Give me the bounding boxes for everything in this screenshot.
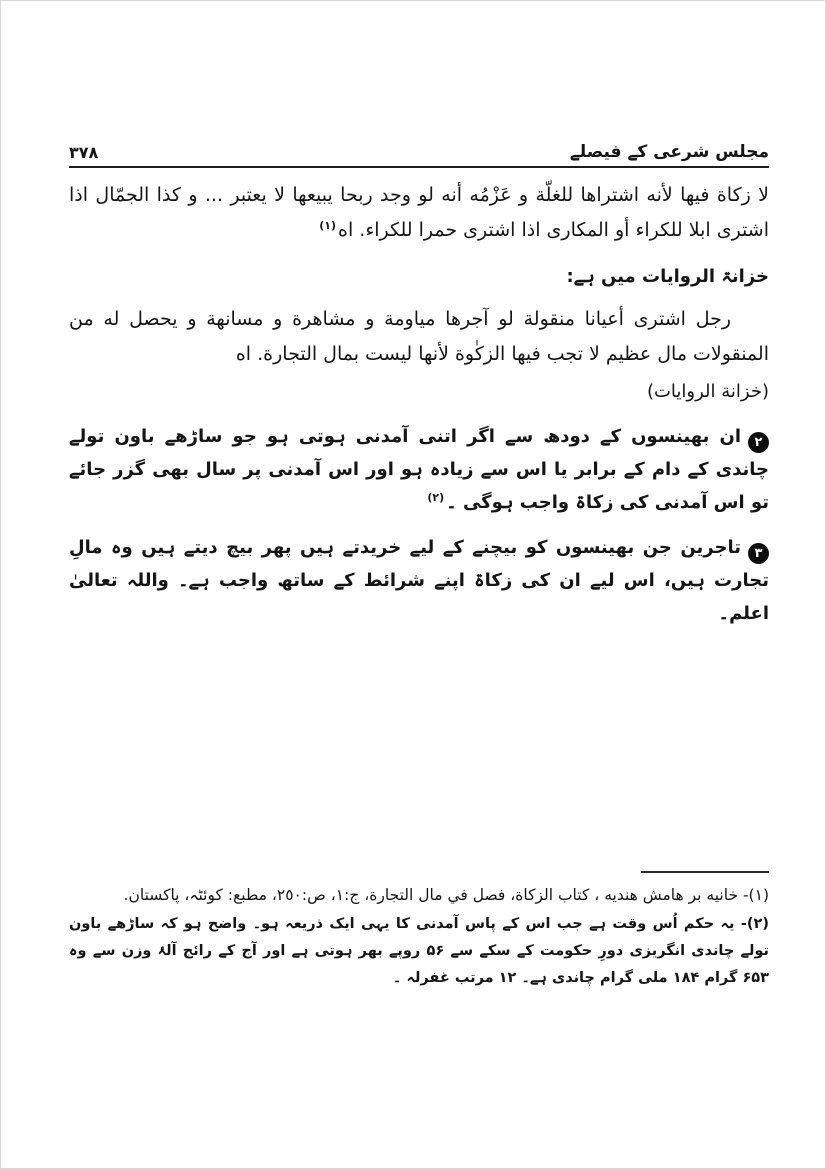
point-2-text: ان بھینسوں کے دودھ سے اگر اتنی آمدنی ہوتی ہو جو ساڑھے باون تولے چاندی کے دام کے برابر یا اس سے زیادہ ہو اور اس آمدنی پر سال بھی گزر جائے تو اس آمدنی کی زکاۃ واجب ہوگی ۔ — [69, 426, 769, 513]
urdu-heading: خزانۃ الروایات میں ہے: — [566, 266, 769, 287]
page-number: ۳۷۸ — [69, 143, 99, 162]
point-3-number-badge: ۳ — [748, 543, 769, 564]
arabic-quote-1-text: لا زكاة فيها لأنه اشتراها للغلّة و عَزْمُه أنه لو وجد ربحا يبيعها لا يعتبر ... و كذا الجمّال اذا اشترى ابلا للكراء أو المكارى اذا اشترى حمرا للكراء. اه — [69, 184, 769, 241]
arabic-quote-1 — [69, 178, 769, 248]
footnote-2-text: یہ حکم اُس وقت ہے جب اس کے پاس آمدنی کا یہی ایک ذریعہ ہو۔ واضح ہو کہ ساڑھے باون تولے چاندی انگریزی دورِ حکومت کے سکے سے ۵۶ روپے بھر ہوتی ہے اور آج کے رائج آلۂ وزن سے وہ ۶۵۳ گرام ۱۸۴ ملی گرام چاندی ہے۔ ۱۲ مرتب غفرلہ ۔ — [69, 916, 769, 986]
point-3-text: تاجرین جن بھینسوں کو بیچنے کے لیے خریدتے ہیں پھر بیچ دیتے ہیں وہ مالِ تجارت ہیں، اس لیے ان کی زکاۃ اپنے شرائط کے ساتھ واجب ہے۔ واللہ تعالیٰ اعلم۔ — [69, 537, 769, 624]
footnote-separator — [641, 871, 769, 873]
footnote-2-marker: (۲)- — [740, 916, 769, 932]
point-2-number-badge: ۲ — [748, 432, 769, 453]
footnote-2 — [69, 911, 769, 992]
quote-source: (خزانة الروايات) — [646, 381, 769, 402]
footnote-ref-1: (۱) — [319, 218, 336, 232]
footnote-1-text: خانيه بر هامش هنديه ، كتاب الزكاة، فصل في مال التجارة، ج:١، ص:٢٥٠، مطبع: كوئٹہ، پاکستان. — [123, 886, 739, 904]
page-header — [69, 141, 769, 168]
footnote-1-marker: (١)- — [742, 886, 769, 904]
footnote-ref-2: (۲) — [427, 491, 445, 504]
page-title: مجلس شرعی کے فیصلے — [569, 142, 769, 162]
footnote-1 — [69, 882, 769, 908]
numbered-point-2 — [69, 420, 769, 519]
numbered-point-3 — [69, 531, 769, 630]
arabic-quote-2: رجل اشترى أعيانا منقولة لو آجرها مياومة و مشاهرة و مسانهة و يحصل له من المنقولات مال عظيم لا تجب فيها الزكٰوة لأنها ليست بمال التجارة. اه — [69, 308, 769, 365]
page-content — [69, 141, 769, 630]
footnotes-section — [69, 871, 769, 995]
